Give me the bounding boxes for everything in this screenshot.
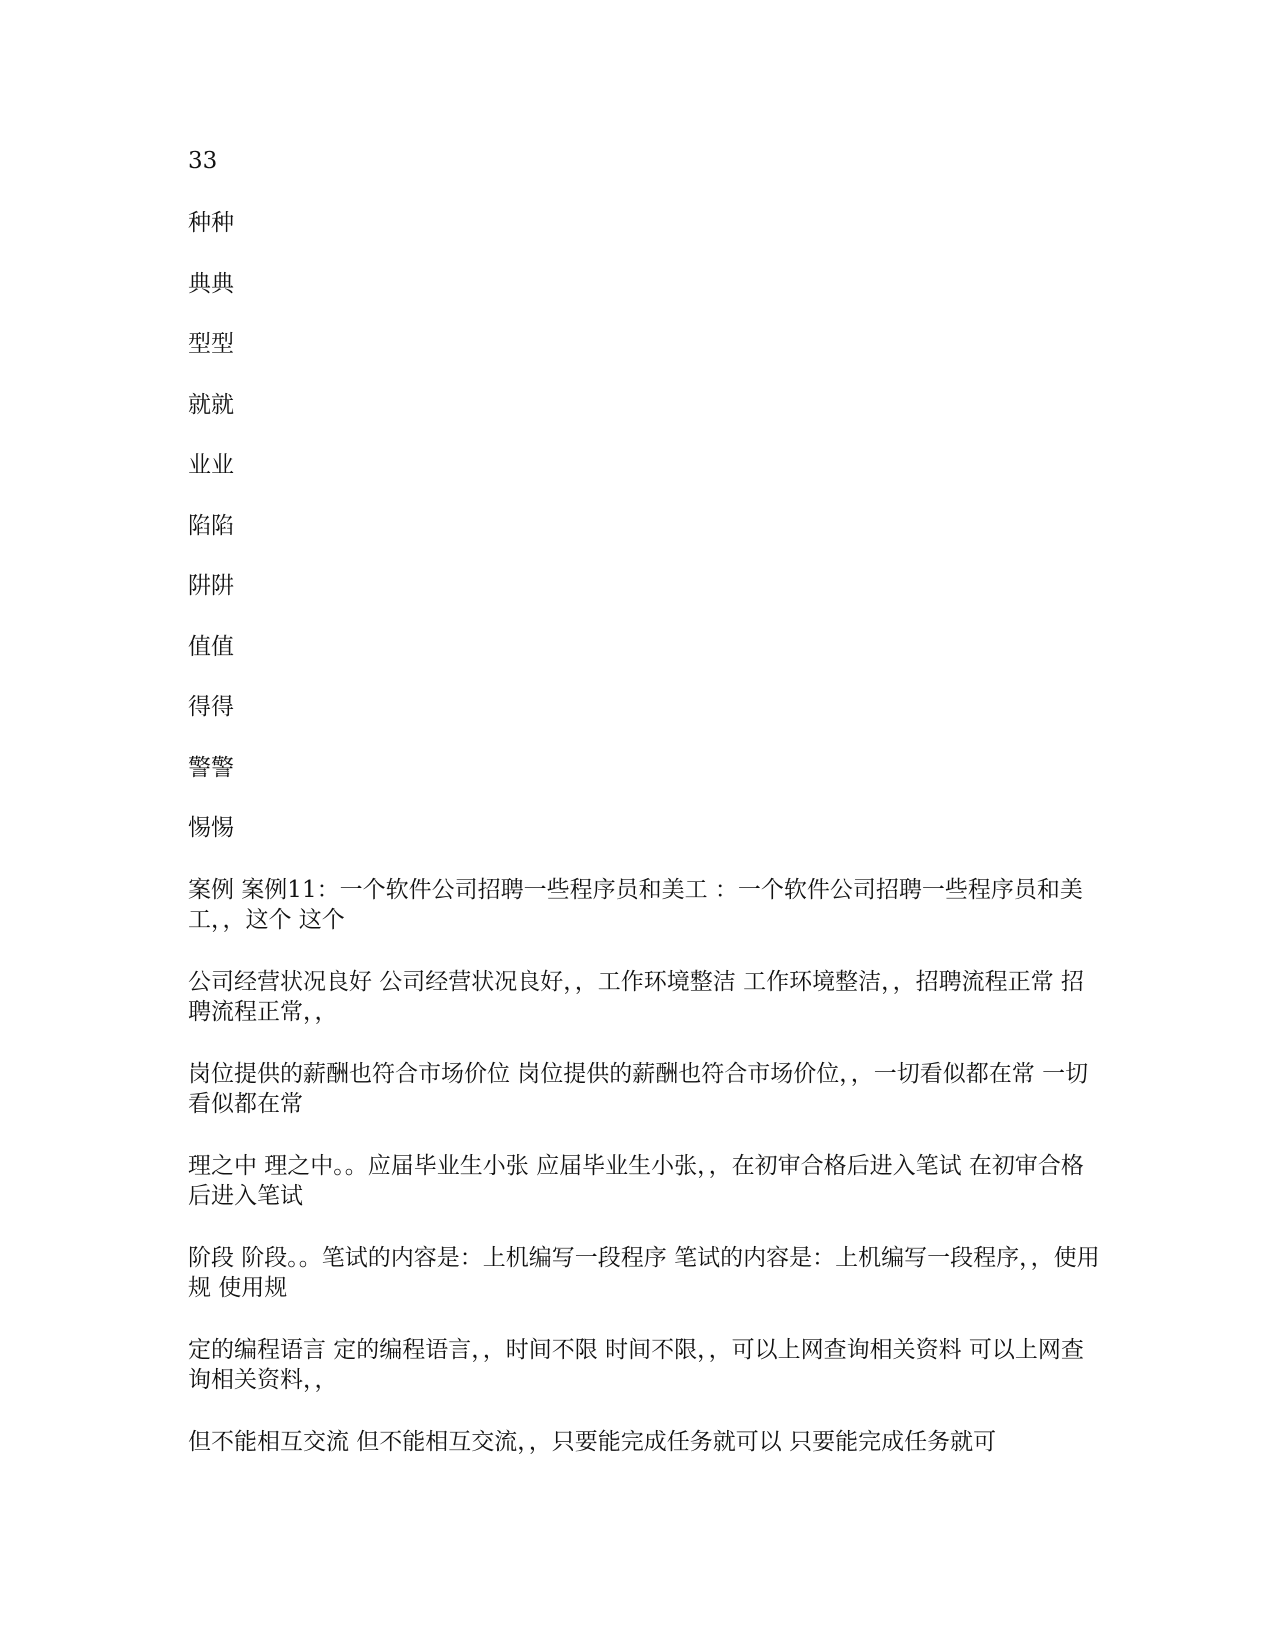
paragraph-6: 定的编程语言 定的编程语言，，时间不限 时间不限，，可以上网查询相关资料 可以上网查询相关资料，， [188,1337,1084,1393]
heading-char-5: 业业 [188,452,234,478]
heading-char-6: 陷陷 [188,512,234,539]
heading-char-1: 种种 [188,210,234,236]
heading-char-2: 典典 [188,270,234,297]
paragraph-4: 理之中 理之中。。应届毕业生小张 应届毕业生小张，，在初审合格后进入笔试 在初审合格后进入笔试 [188,1153,1084,1209]
heading-char-3: 型型 [188,331,234,357]
paragraph-1: 案例 案例11：一个软件公司招聘一些程序员和美工 ：一个软件公司招聘一些程序员和美工，，这个 这个 [188,877,1083,933]
page-number: 33 [188,148,218,174]
heading-char-11: 惕惕 [188,815,234,841]
case-study-body [188,875,1103,1457]
paragraph-7: 但不能相互交流 但不能相互交流，，只要能完成任务就可以 只要能完成任务就可 [188,1429,997,1455]
paragraph-3: 岗位提供的薪酬也符合市场价位 岗位提供的薪酬也符合市场价位，，一切看似都在常 一切看似都在常 [188,1061,1089,1117]
vertical-heading-characters [188,208,234,843]
heading-char-7: 阱阱 [188,573,234,599]
heading-char-8: 值值 [188,633,234,660]
paragraph-5: 阶段 阶段。。笔试的内容是：上机编写一段程序 笔试的内容是：上机编写一段程序，，使用规 使用规 [188,1245,1100,1301]
paragraph-2: 公司经营状况良好 公司经营状况良好，，工作环境整洁 工作环境整洁，，招聘流程正常 招聘流程正常，， [188,969,1084,1025]
heading-char-4: 就就 [188,391,234,418]
heading-char-10: 警警 [188,754,234,781]
heading-char-9: 得得 [188,694,234,720]
